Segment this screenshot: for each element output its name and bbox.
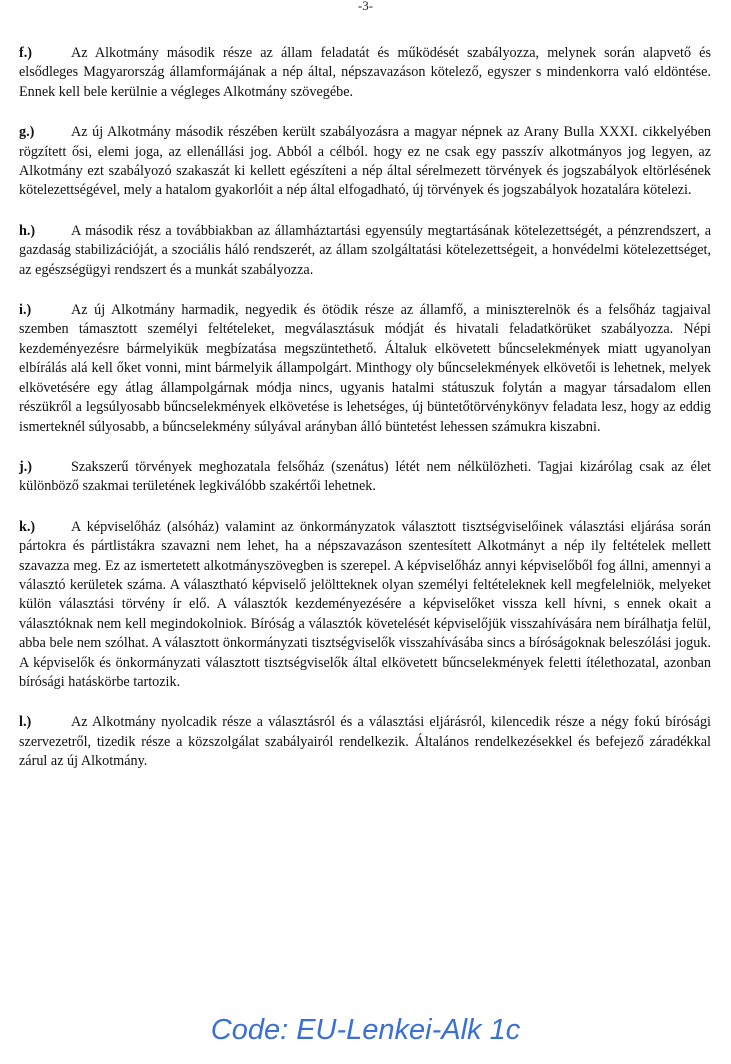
paragraph-label: i.) (19, 302, 32, 319)
paragraph-text: A képviselőház (alsóház) valamint az önkormányzatok választott tisztségviselőinek választási eljárása során pártokra és pártlistákra szavazni nem lehet, ha a népszavazáson szentesített Alkotmányt a nép ily feltételek mellett szavazza meg. Ez az ismertetett alkotmányszövegben is szerepel. A képviselőház annyi képviselőből fog állni, amennyi a választó kerületek száma. A választható képviselő jelöltteknek olyan személyi feltételeknek kell megfelelniök, melyeket külön választási törvény ír elő. A választók kezdeményezésére a képviselőket vissza kell hívni, s ennek okait a választóknak nem kell megindokolniok. Bíróság a választók követelését képviselőjük visszahívására nem bírálhatja felül, abba bele nem szólhat. A választott önkormányzati tisztségviselők visszahívásába sincs a bíróságoknak beleszólási joguk. A képviselők és önkormányzati választott tisztségviselők által elkövetett bűncselekmények feletti ítélethozatal, azonban bírósági hatáskörbe tartozik. (19, 518, 711, 690)
document-body (19, 44, 711, 793)
paragraph-h (19, 222, 711, 280)
paragraph-label: g.) (19, 124, 35, 141)
paragraph-label: j.) (19, 458, 32, 475)
paragraph-j (19, 458, 711, 497)
paragraph-label: k.) (19, 518, 36, 535)
paragraph-l (19, 713, 711, 771)
paragraph-g (19, 123, 711, 201)
footer-code: Code: EU-Lenkei-Alk 1c (210, 1014, 521, 1046)
paragraph-text: Az új Alkotmány harmadik, negyedik és ötödik része az államfő, a miniszterelnök és a felsőház tagjaival szemben támasztott személyi feltételeket, megválasztásuk módját és hivatali feladatkörüket szabályozza. Népi kezdeményezésre bármelyikük megbízatása megszüntethető. Általuk elkövetett bűncselekmények miatt ugyanolyan elbírálás alá kell őket vonni, mint bármelyik állampolgárt. Minthogy oly bűncselekmények elkövetői is lehetnek, melyek elkövetésére egy átlag állampolgárnak módja nincs, ugyanis hatalmi státuszuk folytán a magyar társadalom ellen részükről a legsúlyosabb bűncselekmények elkövetése is lehetséges, új büntetőtörvénykönyv feladata lesz, hogy az eddig ismerteknél súlyosabb, a bűncselekmény súlyával arányban álló büntetést lehessen számukra kiszabni. (19, 302, 711, 435)
paragraph-label: h.) (19, 222, 36, 239)
page-number: -3- (357, 0, 374, 13)
paragraph-label: l.) (19, 714, 32, 731)
paragraph-text: Az Alkotmány második része az állam feladatát és működését szabályozza, melynek során alapvető és elsődleges Magyarország államformájának a nép által, népszavazáson kötelező, egyszer s mindenkorra való eldöntése. Ennek kell bele kerülnie a végleges Alkotmány szövegébe. (19, 45, 711, 100)
paragraph-f (19, 44, 711, 102)
paragraph-text: Szakszerű törvények meghozatala felsőház (szenátus) létét nem nélkülözheti. Tagjai kizárólag csak az élet különböző szakmai területének legkiválóbb szakértői lehetnek. (19, 458, 711, 495)
paragraph-i (19, 301, 711, 437)
paragraph-text: Az Alkotmány nyolcadik része a választásról és a választási eljárásról, kilencedik része a négy fokú bírósági szervezetről, tizedik része a közszolgálat szabályairól rendelkezik. Általános rendelkezésekkel és befejező záradékkal zárul az új Alkotmány. (19, 714, 711, 770)
paragraph-label: f.) (19, 45, 32, 61)
paragraph-text: Az új Alkotmány második részében került szabályozásra a magyar népnek az Arany Bulla XXXI. cikkelyében rögzített ősi, elemi joga, az ellenállási jog. Abból a célból. hogy ez ne csak egy passzív alkotmányos jog legyen, az Alkotmány ezt szabályozó szakaszát ki kellett egészíteni a nép által sérelmezett törvények és jogszabályok eltörlésének kötelezettségével, mely a hatalom gyakorlóit a nép által elfogadható, új törvények és jogszabályok hozatalára kötelezi. (19, 124, 711, 199)
paragraph-k (19, 518, 711, 693)
paragraph-text: A második rész a továbbiakban az államháztartási egyensúly megtartásának kötelezettségét, a pénzrendszert, a gazdaság stabilizációját, a szociális háló rendszerét, az állam szolgáltatási kötelezettségeit, a honvédelmi kötelezettséget, az egészségügyi rendszert és a munkát szabályozza. (19, 222, 711, 278)
